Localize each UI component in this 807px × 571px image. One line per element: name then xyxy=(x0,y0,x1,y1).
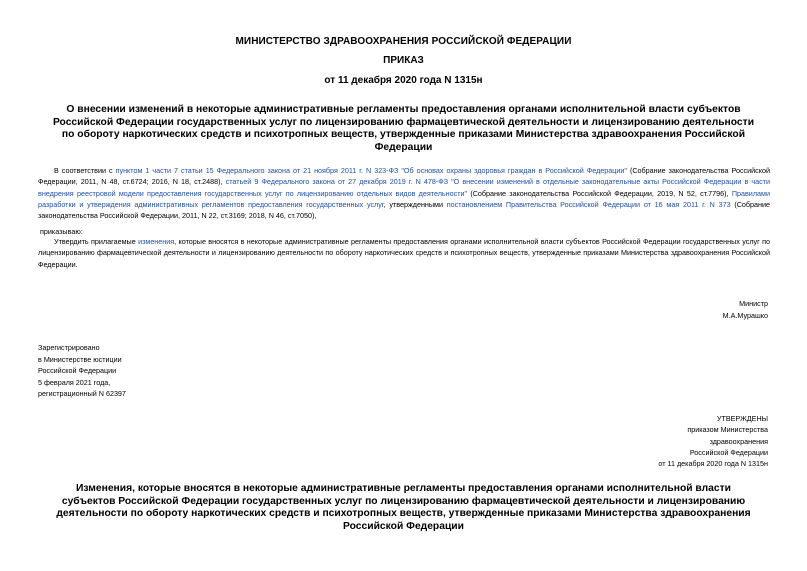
approved-line: приказом Министерства xyxy=(687,425,768,435)
order-label: ПРИКАЗ xyxy=(383,55,424,66)
registration-block xyxy=(38,342,126,400)
approved-line: Российской Федерации xyxy=(689,447,768,457)
approve-text-2: , которые вносятся в некоторые административные регламенты предоставления органами исполнительной власти субъектов Российской Федерации государственных услуг по лицензированию фармацевтической деятельности и лицензированию деятельности по обороту наркотических средств и психотропных веществ, утвержденные приказами Министерства здравоохранения Российской Федерации. xyxy=(38,237,770,269)
approve-text-1: Утвердить прилагаемые xyxy=(54,237,139,246)
registration-line: Зарегистрировано xyxy=(38,343,100,352)
preamble-text-5: (Собрание законодательства Российской Федерации, 2011, N 22, ст.3169; 2018, N 46, ст.7050), xyxy=(38,199,771,221)
approve-paragraph xyxy=(38,236,770,270)
law-478-link[interactable]: статьей 9 Федерального закона от 27 декабря 2019 г. N 478-ФЗ "О внесении изменений в отдельные законодательные акты Российской Федерации в части внедрения реестровой модели предоставления государственных услуг по лицензированию отдельных видов деятельности" xyxy=(38,177,770,198)
preamble-text-1: В соответствии с xyxy=(54,166,116,175)
changes-link[interactable]: изменения xyxy=(138,237,175,246)
preamble-text-4: , утвержденными xyxy=(383,199,447,209)
approved-block xyxy=(658,413,768,469)
regulation-rules-link[interactable]: Правилами разработки и утверждения административных регламентов предоставления государственных услуг xyxy=(38,188,770,209)
registration-line: 5 февраля 2021 года, xyxy=(38,377,111,387)
signature-name: М.А.Мурашко xyxy=(722,310,768,320)
registration-line: Российской Федерации xyxy=(38,366,117,375)
registration-line: в Министерстве юстиции xyxy=(38,354,122,364)
document-title: О внесении изменений в некоторые административные регламенты предоставления органами исполнительной власти субъектов Российской Федерации государственных услуг по лицензированию фармацевтической деятельности и лицензированию деятельности по обороту наркотических средств и психотропных веществ, утвержденные приказами Министерства здравоохранения Российской Федерации xyxy=(52,104,755,153)
preamble-text-2: (Собрание законодательства Российской Федерации, 2011, N 48, ст.6724; 2016, N 18, ст.2488), xyxy=(38,166,770,187)
preamble-paragraph xyxy=(38,165,770,221)
ministry-heading: МИНИСТЕРСТВО ЗДРАВООХРАНЕНИЯ РОССИЙСКОЙ ФЕДЕРАЦИИ xyxy=(235,36,572,47)
government-decree-373-link[interactable]: постановлением Правительства Российской Федерации от 16 мая 2011 г. N 373 xyxy=(446,199,731,209)
law-323-link[interactable]: пунктом 1 части 7 статьи 15 Федерального закона от 21 ноября 2011 г. N 323-ФЗ "Об основах охраны здоровья граждан в Российской Федерации" xyxy=(115,166,627,175)
preamble-text-3: (Собрание законодательства Российской Федерации, 2019, N 52, ст.7796), xyxy=(467,188,732,198)
registration-line: регистрационный N 62397 xyxy=(38,389,126,398)
approved-line: от 11 декабря 2020 года N 1315н xyxy=(658,459,768,469)
orders-label: приказываю: xyxy=(40,227,83,236)
signature-block xyxy=(723,298,768,321)
signature-position: Министр xyxy=(739,299,768,308)
approved-line: здравоохранения xyxy=(709,436,768,446)
order-date: от 11 декабря 2020 года N 1315н xyxy=(324,75,483,86)
changes-title: Изменения, которые вносятся в некоторые административные регламенты предоставления органами исполнительной власти субъектов Российской Федерации государственных услуг по лицензированию фармацевтической деятельности и лицензированию деятельности по обороту наркотических средств и психотропных веществ, утвержденные приказами Министерства здравоохранения Российской Федерации xyxy=(56,483,751,532)
approved-line: УТВЕРЖДЕНЫ xyxy=(716,414,768,423)
